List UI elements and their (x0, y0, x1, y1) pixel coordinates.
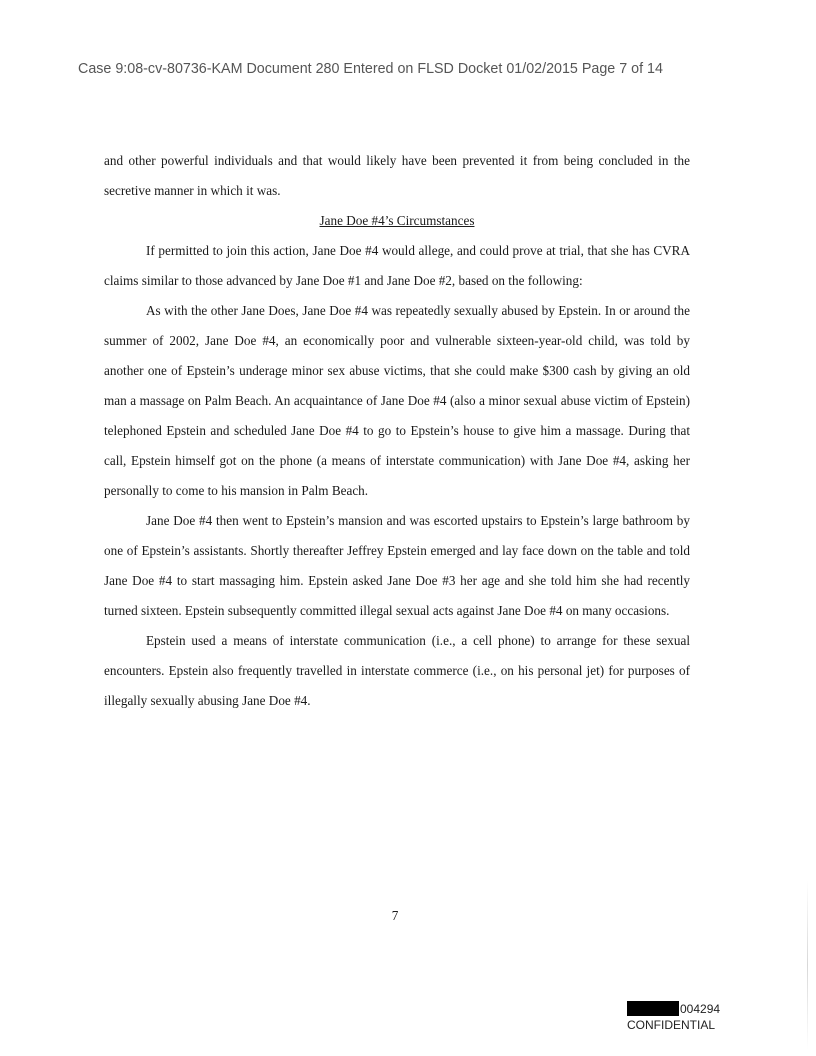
paragraph-interstate: Epstein used a means of interstate communication (i.e., a cell phone) to arrange for these sexual encounters. Epstein also frequently travelled in interstate commerce (i.e., on his personal jet) for purposes of illegally sexually abusing Jane Doe #4. (104, 633, 690, 708)
confidential-label: CONFIDENTIAL (627, 1018, 716, 1032)
docket-header: Case 9:08-cv-80736-KAM Document 280 Entered on FLSD Docket 01/02/2015 Page 7 of 14 (78, 61, 663, 77)
paragraph-mansion-visit: Jane Doe #4 then went to Epstein’s mansion and was escorted upstairs to Epstein’s large bathroom by one of Epstein’s assistants. Shortly thereafter Jeffrey Epstein emerged and lay face down on the table and told Jane Doe #4 to start massaging him. Epstein asked Jane Doe #3 her age and she told him she had recently turned sixteen. Epstein subsequently committed illegal sexual acts against Jane Doe #4 on many occasions. (104, 513, 690, 618)
bates-number: 004294 (680, 1001, 721, 1016)
paragraph-continuation: and other powerful individuals and that would likely have been prevented it from being concluded in the secretive manner in which it was. (104, 153, 690, 198)
paragraph-intro: If permitted to join this action, Jane Doe #4 would allege, and could prove at trial, that she has CVRA claims similar to those advanced by Jane Doe #1 and Jane Doe #2, based on the following: (104, 243, 690, 288)
section-heading: Jane Doe #4’s Circumstances (319, 213, 475, 228)
redaction-bar (627, 1001, 679, 1016)
scan-edge-shadow (807, 880, 808, 1050)
paragraph-abuse-summary: As with the other Jane Does, Jane Doe #4 was repeatedly sexually abused by Epstein. In or around the summer of 2002, Jane Doe #4, an economically poor and vulnerable sixteen-year-old child, was told by another one of Epstein’s underage minor sex abuse victims, that she could make $300 cash by giving an old man a massage on Palm Beach. An acquaintance of Jane Doe #4 (also a minor sexual abuse victim of Epstein) telephoned Epstein and scheduled Jane Doe #4 to go to Epstein’s house to give him a massage. During that call, Epstein himself got on the phone (a means of interstate communication) with Jane Doe #4, asking her personally to come to his mansion in Palm Beach. (104, 303, 690, 498)
bates-stamp (627, 1000, 720, 1034)
document-body (104, 146, 690, 716)
page-number: 7 (391, 908, 399, 923)
